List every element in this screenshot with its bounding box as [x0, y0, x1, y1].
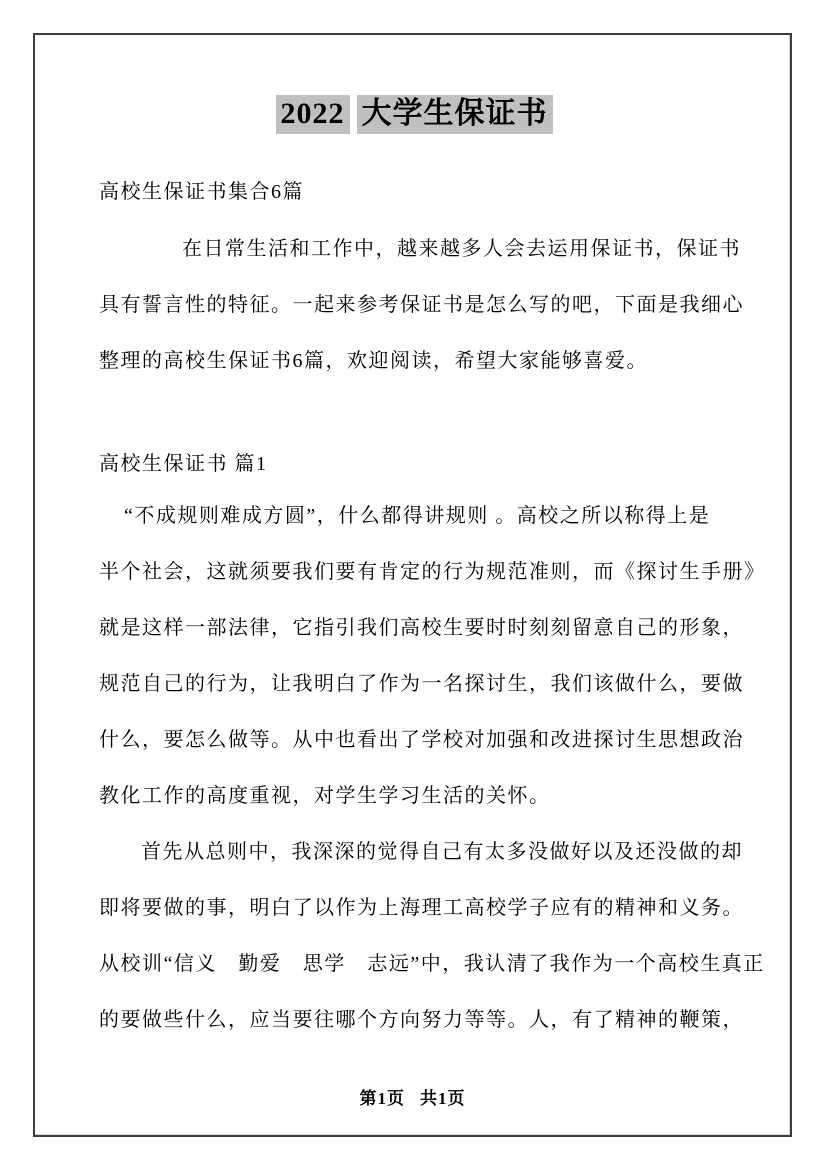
text-line: 即将要做的事，明白了以作为上海理工高校学子应有的精神和义务。 — [99, 897, 744, 919]
text-line: 规范自己的行为，让我明白了作为一名探讨生，我们该做什么，要做 — [99, 673, 744, 695]
text-line: 具有誓言性的特征。一起来参考保证书是怎么写的吧，下面是我细心 — [99, 294, 744, 316]
text-line: 就是这样一部法律，它指引我们高校生要时时刻刻留意自己的形象， — [99, 617, 744, 639]
text-line: “不成规则难成方圆”，什么都得讲规则 。高校之所以称得上是 — [124, 505, 711, 527]
title-year-highlight: 2022 — [276, 95, 350, 134]
text-line: 半个社会，这就须要我们要有肯定的行为规范准则，而《探讨生手册》 — [99, 561, 766, 583]
text-line: 整理的高校生保证书6篇，欢迎阅读，希望大家能够喜爱。 — [99, 350, 648, 372]
text-line: 什么，要怎么做等。从中也看出了学校对加强和改进探讨生思想政治 — [99, 729, 744, 751]
text-line: 教化工作的高度重视，对学生学习生活的关怀。 — [99, 785, 551, 807]
text-line: 从校训“信义 勤爱 思学 志远”中，我认清了我作为一个高校生真正 — [99, 953, 765, 975]
text-line: 在日常生活和工作中，越来越多人会去运用保证书，保证书 — [182, 238, 741, 260]
title-text-highlight: 大学生保证书 — [357, 95, 553, 134]
document-page — [33, 33, 792, 1137]
text-line: 的要做些什么，应当要往哪个方向努力等等。人，有了精神的鞭策， — [99, 1009, 744, 1031]
text-line: 首先从总则中，我深深的觉得自己有太多没做好以及还没做的却 — [141, 841, 743, 863]
document-title — [99, 94, 729, 134]
page-total-label: 共1页 — [420, 1089, 466, 1108]
page-footer — [35, 1084, 790, 1109]
page-number-label: 第1页 — [359, 1089, 405, 1108]
section-heading: 高校生保证书 篇1 — [99, 453, 268, 475]
section-paragraph-1 — [99, 488, 766, 824]
section-paragraph-2 — [99, 824, 765, 1048]
intro-paragraph — [99, 221, 744, 389]
document-subtitle: 高校生保证书集合6篇 — [99, 181, 304, 203]
